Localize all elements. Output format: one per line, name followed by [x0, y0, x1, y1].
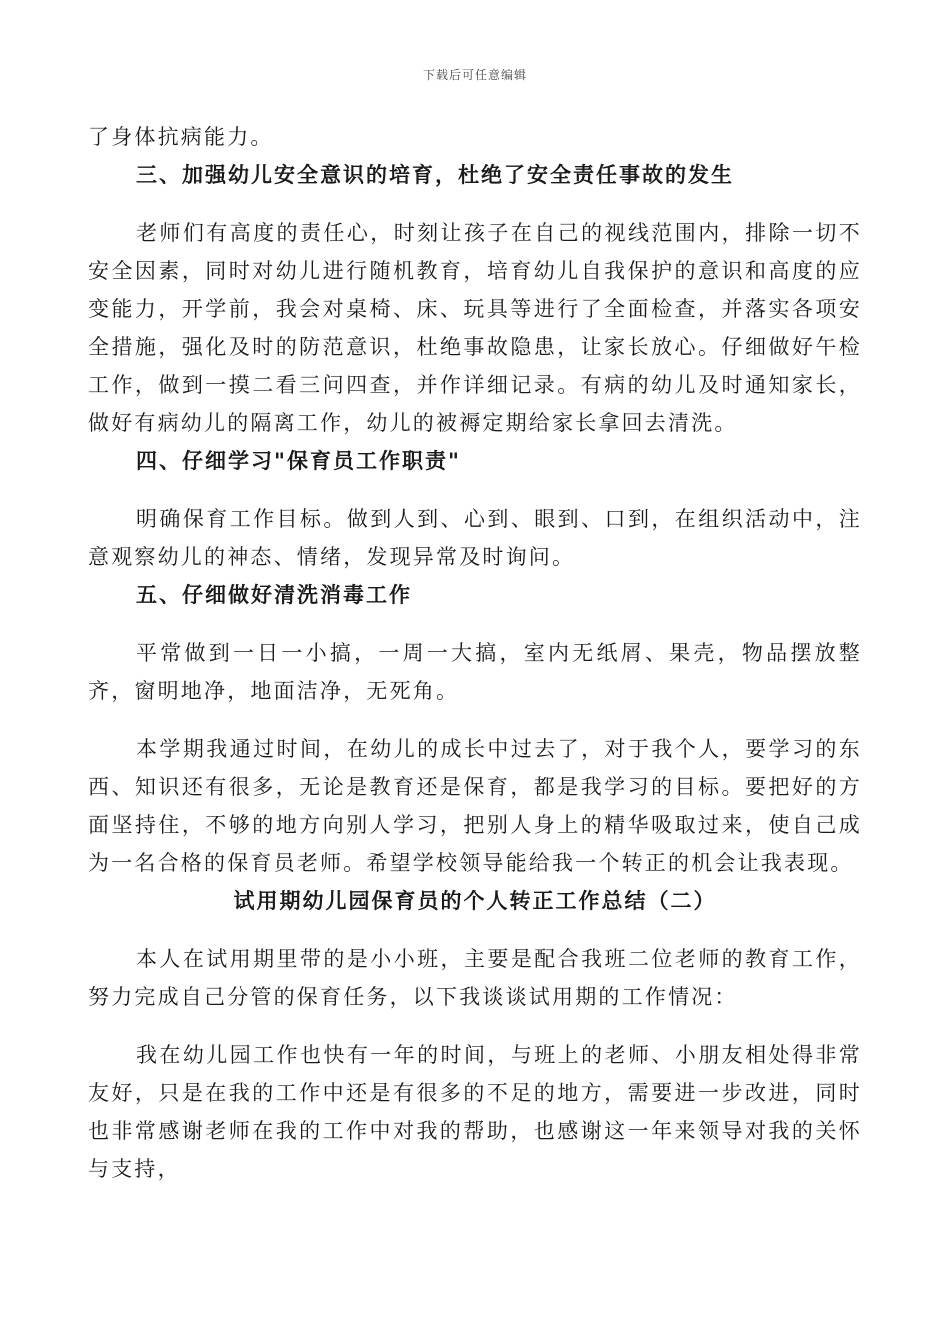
paragraph-safety: 老师们有高度的责任心，时刻让孩子在自己的视线范围内，排除一切不安全因素，同时对幼儿进行随机教育，培育幼儿自我保护的意识和高度的应变能力，开学前，我会对桌椅、床、玩具等进行了全面检查，并落实各项安全措施，强化及时的防范意识，杜绝事故隐患，让家长放心。仔细做好午检工作，做到一摸二看三问四查，并作详细记录。有病的幼儿及时通知家长，做好有病幼儿的隔离工作，幼儿的被褥定期给家长拿回去清洗。 [88, 221, 862, 435]
paragraph-cleaning: 平常做到一日一小搞，一周一大搞，室内无纸屑、果壳，物品摆放整齐，窗明地净，地面洁净，无死角。 [88, 641, 862, 703]
paragraph-summary: 本学期我通过时间，在幼儿的成长中过去了，对于我个人，要学习的东西、知识还有很多，无论是教育还是保育，都是我学习的目标。要把好的方面坚持住，不够的地方向别人学习，把别人身上的精华吸取过来，使自己成为一名合格的保育员老师。希望学校领导能给我一个转正的机会让我表现。 [88, 737, 862, 875]
paragraph-work: 我在幼儿园工作也快有一年的时间，与班上的老师、小朋友相处得非常友好，只是在我的工作中还是有很多的不足的地方，需要进一步改进，同时也非常感谢老师在我的工作中对我的帮助，也感谢这一年来领导对我的关怀与支持， [88, 1043, 862, 1181]
section-heading-4: 四、仔细学习"保育员工作职责" [136, 448, 461, 473]
section-heading-3: 三、加强幼儿安全意识的培育，杜绝了安全责任事故的发生 [136, 162, 734, 187]
document-title-2: 试用期幼儿园保育员的个人转正工作总结（二） [233, 888, 717, 913]
paragraph-continuation: 了身体抗病能力。 [88, 125, 274, 149]
paragraph-duties: 明确保育工作目标。做到人到、心到、眼到、口到，在组织活动中，注意观察幼儿的神态、情绪，发现异常及时询问。 [88, 507, 862, 569]
document-body [88, 118, 862, 1188]
paragraph-intro: 本人在试用期里带的是小小班，主要是配合我班二位老师的教育工作，努力完成自己分管的保育任务，以下我谈谈试用期的工作情况： [88, 947, 862, 1009]
header-note: 下载后可任意编辑 [422, 68, 527, 82]
section-heading-5: 五、仔细做好清洗消毒工作 [136, 582, 412, 607]
